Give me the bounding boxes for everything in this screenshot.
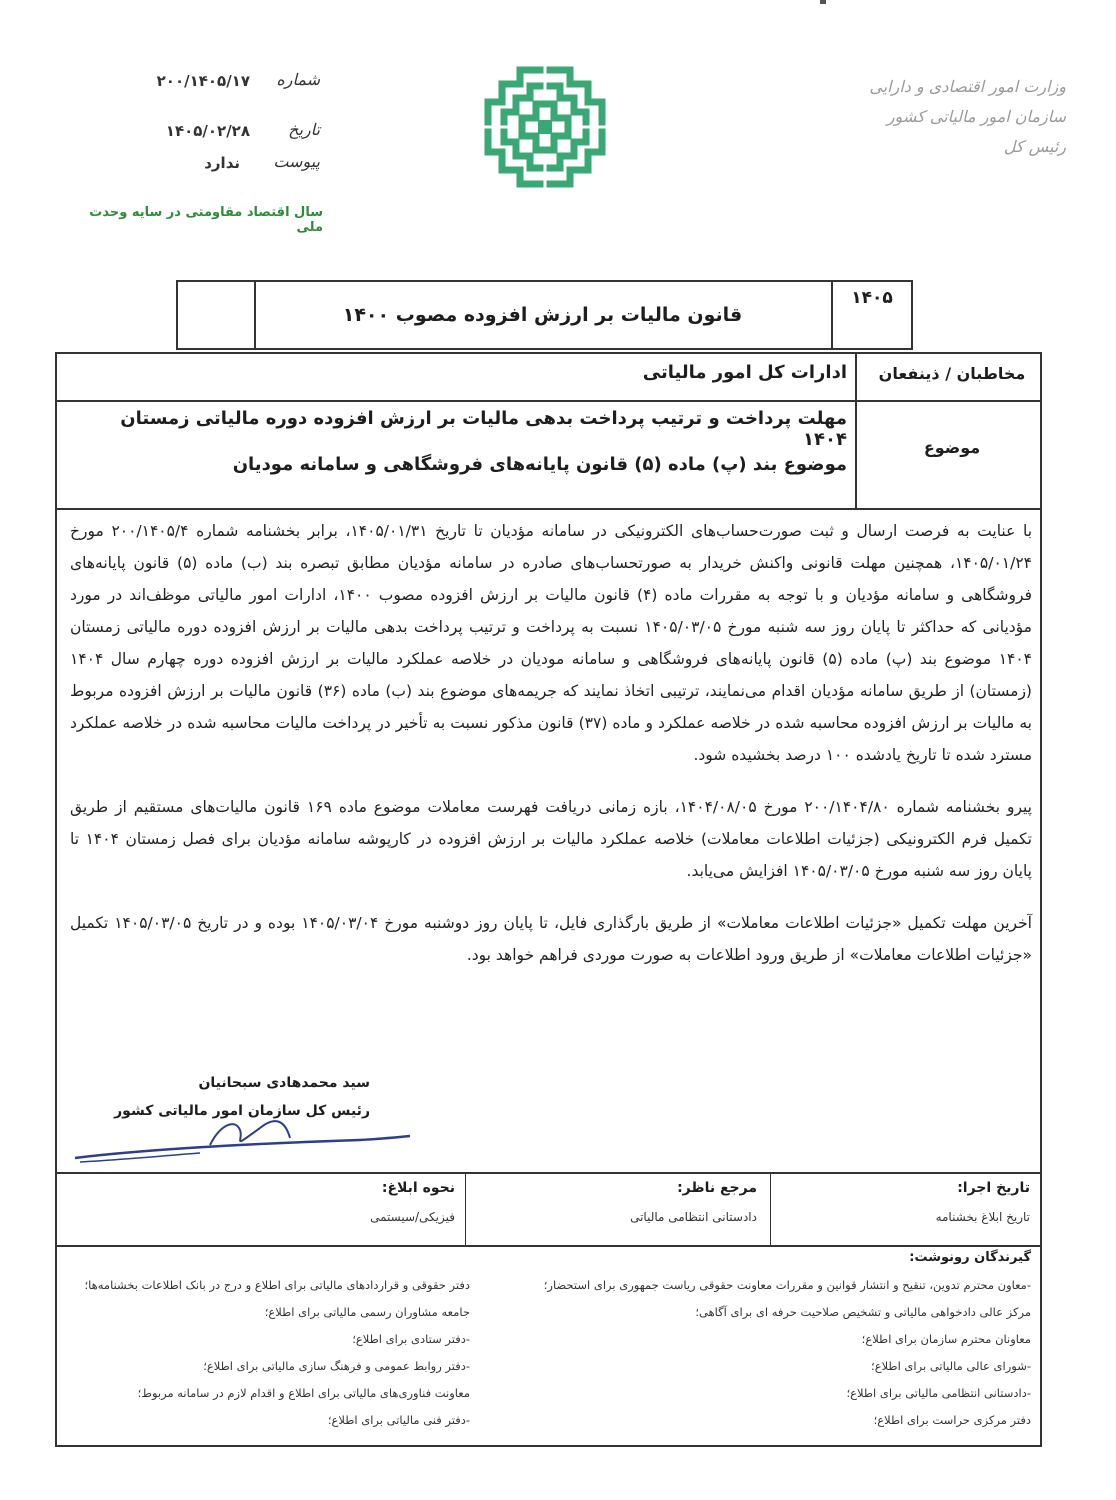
handwritten-signature bbox=[60, 1090, 420, 1174]
footer-divider-2 bbox=[465, 1174, 466, 1245]
notify-label: نحوه ابلاغ: bbox=[381, 1180, 455, 1196]
cc-item: -معاون محترم تدوین، تنقیح و انتشار قوانین و مقررات معاونت حقوقی ریاست جمهوری برای استحضار؛ bbox=[543, 1278, 1031, 1292]
subject-line-1: مهلت پرداخت و ترتیب پرداخت بدهی مالیات بر ارزش افزوده دوره مالیاتی زمستان ۱۴۰۴ bbox=[120, 408, 847, 450]
ministry-header bbox=[826, 72, 1066, 162]
notify-method-cell bbox=[155, 1174, 455, 1245]
law-number: ۱۴۰۵ bbox=[831, 282, 911, 348]
letter-meta bbox=[70, 68, 320, 182]
authority-cell bbox=[457, 1174, 757, 1245]
cc-list-right bbox=[531, 1272, 1031, 1434]
law-title-box bbox=[176, 280, 913, 350]
date-value: ۱۴۰۵/۰۲/۲۸ bbox=[165, 122, 250, 140]
number-label: شماره bbox=[276, 70, 320, 89]
cc-item: -دفتر روابط عمومی و فرهنگ سازی مالیاتی برای اطلاع؛ bbox=[203, 1359, 470, 1373]
cc-item: معاونت فناوری‌های مالیاتی برای اطلاع و اقدام لازم در سامانه مربوط؛ bbox=[137, 1386, 470, 1400]
footer-divider-1 bbox=[770, 1174, 771, 1245]
year-slogan: سال اقتصاد مقاومتی در سایه وحدت ملی bbox=[89, 205, 323, 235]
signatory-name: سید محمدهادی سبحانیان bbox=[198, 1075, 370, 1091]
number-row bbox=[70, 68, 320, 100]
exec-date-cell bbox=[770, 1174, 1030, 1245]
audience-divider bbox=[855, 352, 857, 400]
circular-body bbox=[70, 515, 1032, 991]
attachment-row bbox=[70, 150, 320, 182]
authority-value: دادستانی انتظامی مالیاتی bbox=[630, 1210, 757, 1224]
ministry-line-2: سازمان امور مالیاتی کشور bbox=[886, 107, 1066, 126]
cc-item: جامعه مشاوران رسمی مالیاتی برای اطلاع؛ bbox=[264, 1305, 470, 1319]
cc-item: مرکز عالی دادخواهی مالیاتی و تشخیص صلاحیت حرفه ای برای آگاهی؛ bbox=[695, 1305, 1031, 1319]
law-box-empty-cell bbox=[178, 282, 256, 348]
exec-date-value: تاریخ ابلاغ بخشنامه bbox=[935, 1210, 1030, 1224]
audience-row bbox=[55, 352, 1042, 402]
cc-item: -دفتر فنی مالیاتی برای اطلاع؛ bbox=[327, 1413, 470, 1427]
subject-label: موضوع bbox=[923, 438, 981, 457]
body-paragraph-3: آخرین مهلت تکمیل «جزئیات اطلاعات معاملات» از طریق بارگذاری فایل، تا پایان روز دوشنبه مورخ ۱۴۰۵/۰۳/۰۴ بوده و در تاریخ ۱۴۰۵/۰۳/۰۵ تکمیل «جزئیات اطلاعات معاملات» از طریق ورود اطلاعات به صورت موردی فراهم خواهد بود. bbox=[70, 914, 1032, 964]
cc-item: -دادستانی انتظامی مالیاتی برای اطلاع؛ bbox=[846, 1386, 1031, 1400]
number-value: ۲۰۰/۱۴۰۵/۱۷ bbox=[156, 72, 250, 90]
cc-item: -دفتر ستادی برای اطلاع؛ bbox=[352, 1332, 470, 1346]
authority-label: مرجع ناظر: bbox=[677, 1180, 757, 1196]
cc-item: -شورای عالی مالیاتی برای اطلاع؛ bbox=[871, 1359, 1031, 1373]
body-paragraph-2: پیرو بخشنامه شماره ۲۰۰/۱۴۰۴/۸۰ مورخ ۱۴۰۴/۰۸/۰۵، بازه زمانی دریافت فهرست معاملات موضوع ماده ۱۶۹ قانون مالیات‌های مستقیم از طریق تکمیل فرم الکترونیکی (جزئیات اطلاعات معاملات) خلاصه عملکرد مالیات بر ارزش افزوده در کارپوشه سامانه مؤدیان برای فصل زمستان ۱۴۰۴ تا پایان روز سه شنبه مورخ ۱۴۰۵/۰۳/۰۵ افزایش می‌یابد. bbox=[70, 798, 1032, 880]
cc-title: گیرندگان رونوشت: bbox=[909, 1250, 1031, 1265]
audience-label: مخاطبان / ذینفعان bbox=[878, 364, 1026, 383]
page-edge-mark bbox=[820, 0, 826, 4]
footer-info-row bbox=[55, 1172, 1042, 1247]
audience-value: ادارات کل امور مالیاتی bbox=[642, 362, 847, 383]
notify-value: فیزیکی/سیستمی bbox=[370, 1210, 455, 1224]
cc-item: دفتر مرکزی حراست برای اطلاع؛ bbox=[873, 1413, 1031, 1427]
ministry-line-3: رئیس کل bbox=[1003, 137, 1066, 156]
subject-divider bbox=[855, 400, 857, 508]
subject-row bbox=[55, 400, 1042, 510]
cc-item: معاونان محترم سازمان برای اطلاع؛ bbox=[861, 1332, 1031, 1346]
law-title: قانون مالیات بر ارزش افزوده مصوب ۱۴۰۰ bbox=[342, 304, 743, 326]
cc-list-left bbox=[70, 1272, 470, 1434]
date-row bbox=[70, 118, 320, 150]
date-label: تاریخ bbox=[288, 120, 320, 139]
attachment-label: پیوست bbox=[273, 152, 320, 171]
attachment-value: ندارد bbox=[204, 154, 240, 172]
subject-line-2: موضوع بند (پ) ماده (۵) قانون پایانه‌های فروشگاهی و سامانه مودیان bbox=[232, 454, 847, 475]
signatory-title: رئیس کل سازمان امور مالیاتی کشور bbox=[114, 1103, 370, 1119]
exec-date-label: تاریخ اجرا: bbox=[957, 1180, 1030, 1196]
tax-organization-emblem-icon bbox=[480, 62, 610, 192]
cc-item: دفتر حقوقی و قراردادهای مالیاتی برای اطلاع و درج در بانک اطلاعات بخشنامه‌ها؛ bbox=[84, 1278, 470, 1292]
ministry-line-1: وزارت امور اقتصادی و دارایی bbox=[869, 77, 1066, 96]
body-paragraph-1: با عنایت به فرصت ارسال و ثبت صورت‌حساب‌های الکترونیکی در سامانه مؤدیان تا تاریخ ۱۴۰۵/۰۱/۳۱، برابر بخشنامه شماره ۲۰۰/۱۴۰۵/۴ مورخ ۱۴۰۵/۰۱/۲۴، همچنین مهلت قانونی واکنش خریدار به صورتحساب‌های صادره در سامانه مؤدیان مطابق تبصره بند (ب) ماده (۵) قانون پایانه‌های فروشگاهی و سامانه مؤدیان و با توجه به مقررات ماده (۴) قانون مالیات بر ارزش افزوده مصوب ۱۴۰۰، ادارات امور مالیاتی موظف‌اند در مورد مؤدیانی که حداکثر تا پایان روز سه شنبه مورخ ۱۴۰۵/۰۳/۰۵ نسبت به پرداخت و ترتیب پرداخت بدهی مالیات بر ارزش افزوده دوره مالیاتی زمستان ۱۴۰۴ موضوع بند (پ) ماده (۵) قانون پایانه‌های فروشگاهی و سامانه مودیان در خلاصه عملکرد مالیات بر ارزش افزوده دوره چهارم سال ۱۴۰۴ (زمستان) از طریق سامانه مؤدیان اقدام می‌نمایند، ترتیبی اتخاذ نمایند که جریمه‌های موضوع بند (ب) ماده (۳۶) قانون مالیات بر ارزش افزوده مربوط به مالیات بر ارزش افزوده محاسبه شده در خلاصه عملکرد و ماده (۳۷) قانون مذکور نسبت به تأخیر در پرداخت مالیات محاسبه شده در خلاصه عملکرد مسترد شده تا تاریخ یادشده ۱۰۰ درصد بخشیده شود. bbox=[70, 522, 1033, 764]
